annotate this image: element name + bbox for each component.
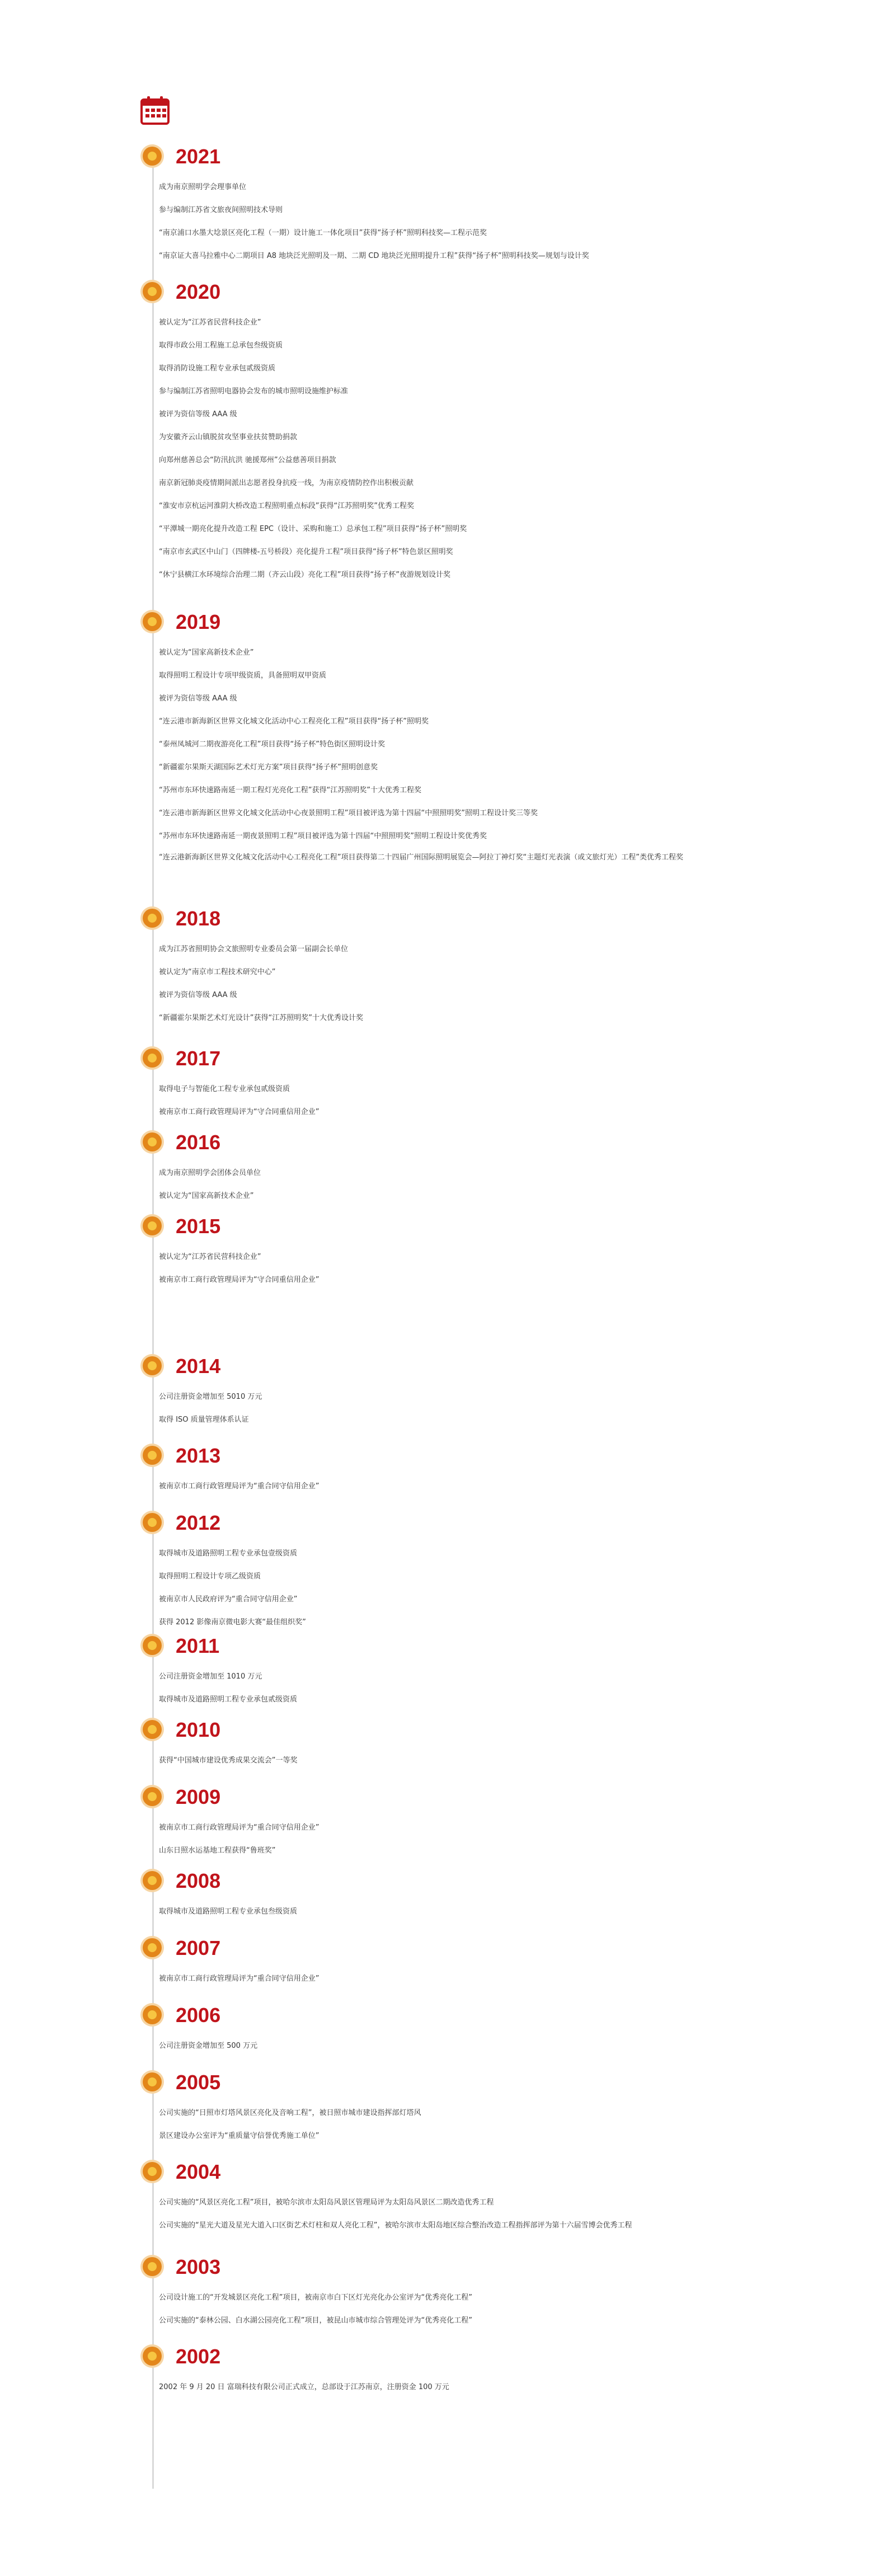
timeline-dot-icon xyxy=(143,612,162,631)
timeline-dot-icon xyxy=(143,1636,162,1655)
milestone-item: 被认定为“南京市工程技术研究中心” xyxy=(159,968,276,976)
milestone-list xyxy=(159,2034,257,2057)
year-heading: 2018 xyxy=(176,907,221,930)
timeline-dot-icon xyxy=(143,1871,162,1890)
year-heading: 2002 xyxy=(176,2345,221,2368)
milestone-list xyxy=(159,1816,319,1862)
timeline-dot-icon xyxy=(143,1446,162,1465)
milestone-item: 获得 2012 影像南京微电影大赛“最佳组织奖” xyxy=(159,1618,306,1627)
milestone-item: 成为南京照明学会理事单位 xyxy=(159,183,247,191)
year-heading: 2020 xyxy=(176,280,221,303)
milestone-item: 成为江苏省照明协会文旅照明专业委员会第一届副会长单位 xyxy=(159,945,349,953)
year-heading: 2008 xyxy=(176,1869,221,1892)
timeline-line xyxy=(152,144,154,2489)
milestone-item: 2002 年 9 月 20 日 富瑞科技有限公司正式成立，总部设于江苏南京，注册资金 100 万元 xyxy=(159,2383,449,2391)
year-heading: 2006 xyxy=(176,2004,221,2027)
timeline-dot-icon xyxy=(143,2347,162,2366)
year-heading: 2011 xyxy=(176,1634,220,1657)
milestone-item: “苏州市东环快速路南延一期工程灯光亮化工程”获得“江苏照明奖”十大优秀工程奖 xyxy=(159,786,421,795)
year-heading: 2014 xyxy=(176,1355,221,1378)
milestone-item: 参与编制江苏省文旅夜间照明技术导则 xyxy=(159,206,283,214)
milestone-item: 取得市政公用工程施工总承包叁级资质 xyxy=(159,341,283,350)
milestone-item: 取得电子与智能化工程专业承包贰级资质 xyxy=(159,1085,290,1093)
milestone-list xyxy=(159,1162,261,1207)
milestone-item: 取得城市及道路照明工程专业承包贰级资质 xyxy=(159,1695,298,1704)
milestone-item: 取得照明工程设计专项乙级资质 xyxy=(159,1572,261,1581)
milestone-item: 被南京市工商行政管理局评为“守合同重信用企业” xyxy=(159,1108,320,1116)
milestone-list xyxy=(159,641,769,868)
milestone-item: “南京市玄武区中山门（四牌楼-五号桥段）亮化提升工程”项目获得“扬子杯”特色景区照明奖 xyxy=(159,548,453,556)
milestone-item: 被评为资信等级 AAA 级 xyxy=(159,991,237,999)
milestone-item: 公司实施的“风景区亮化工程”项目，被哈尔滨市太阳岛风景区管理局评为太阳岛风景区二期改造优秀工程 xyxy=(159,2198,494,2207)
milestone-item: 山东日照水运基地工程获得“鲁班奖” xyxy=(159,1846,276,1855)
milestone-list xyxy=(159,1245,319,1291)
milestone-item: 被认定为“江苏省民营科技企业” xyxy=(159,1253,261,1261)
milestone-item: 取得消防设施工程专业承包贰级资质 xyxy=(159,364,276,373)
timeline-dot-icon xyxy=(143,1049,162,1068)
milestone-item: “新疆霍尔果斯艺术灯光设计”获得“江苏照明奖”十大优秀设计奖 xyxy=(159,1014,363,1022)
milestone-list xyxy=(159,1665,297,1711)
year-heading: 2021 xyxy=(176,145,221,168)
milestone-item: 取得城市及道路照明工程专业承包叁级资质 xyxy=(159,1907,298,1916)
milestone-item: 被南京市工商行政管理局评为“重合同守信用企业” xyxy=(159,1482,320,1491)
milestone-item: 向郑州慈善总会“防汛抗洪 驰援郑州”公益慈善项目捐款 xyxy=(159,456,336,464)
milestone-list xyxy=(159,2191,632,2237)
milestone-item: 为安徽齐云山镇脱贫攻坚事业扶贫赞助捐款 xyxy=(159,433,298,441)
milestone-item: 被认定为“江苏省民营科技企业” xyxy=(159,318,261,327)
milestone-item: 公司注册资金增加至 5010 万元 xyxy=(159,1393,262,1401)
milestone-item: 被评为资信等级 AAA 级 xyxy=(159,694,237,703)
year-heading: 2003 xyxy=(176,2255,221,2278)
milestone-item: 取得 ISO 质量管理体系认证 xyxy=(159,1416,249,1424)
milestone-item: 公司实施的“日照市灯塔风景区亮化及音响工程”，被日照市城市建设指挥部灯塔风 xyxy=(159,2109,421,2117)
timeline-dot-icon xyxy=(143,1356,162,1375)
milestone-item: 获得“中国城市建设优秀成果交流会”一等奖 xyxy=(159,1756,298,1765)
milestone-item: 取得照明工程设计专项甲级资质，具备照明双甲资质 xyxy=(159,671,327,680)
milestone-item: 被认定为“国家高新技术企业” xyxy=(159,648,254,657)
milestone-list xyxy=(159,311,467,586)
milestone-item: “休宁县横江水环境综合治理二期（齐云山段）亮化工程”项目获得“扬子杯”夜游规划设计奖 xyxy=(159,571,450,579)
year-heading: 2015 xyxy=(176,1215,221,1238)
milestone-item: 被评为资信等级 AAA 级 xyxy=(159,410,237,419)
milestone-item: 参与编制江苏省照明电器协会发布的城市照明设施维护标准 xyxy=(159,387,349,396)
timeline-dot-icon xyxy=(143,147,162,166)
timeline-dot-icon xyxy=(143,1132,162,1151)
year-heading: 2016 xyxy=(176,1131,221,1154)
year-heading: 2004 xyxy=(176,2160,221,2183)
year-heading: 2013 xyxy=(176,1444,221,1467)
milestone-item: 被南京市人民政府评为“重合同守信用企业” xyxy=(159,1595,298,1604)
milestone-item: 被南京市工商行政管理局评为“守合同重信用企业” xyxy=(159,1276,320,1284)
milestone-item: 成为南京照明学会团体会员单位 xyxy=(159,1169,261,1177)
milestone-item: 景区建设办公室评为“重质量守信誉优秀施工单位” xyxy=(159,2132,320,2140)
milestone-item: “连云港市新海新区世界文化城文化活动中心工程亮化工程”项目获得“扬子杯”照明奖 xyxy=(159,717,429,726)
milestone-item: 南京新冠肺炎疫情期间派出志愿者投身抗疫一线，为南京疫情防控作出积极贡献 xyxy=(159,479,414,487)
timeline-dot-icon xyxy=(143,1513,162,1532)
year-heading: 2009 xyxy=(176,1785,221,1808)
milestone-item: “连云港新海新区世界文化城文化活动中心工程亮化工程”项目获得第二十四届广州国际照明展览会—阿拉丁神灯奖“主题灯光表演（或文旅灯光）工程”类优秀工程奖 xyxy=(159,853,683,862)
timeline-dot-icon xyxy=(143,909,162,928)
milestone-item: 被南京市工商行政管理局评为“重合同守信用企业” xyxy=(159,1975,320,1983)
milestone-item: 取得城市及道路照明工程专业承包壹级资质 xyxy=(159,1549,298,1558)
milestone-list xyxy=(159,1475,319,1498)
milestone-item: “泰州凤城河二期夜游亮化工程”项目获得“扬子杯”特色街区照明设计奖 xyxy=(159,740,385,749)
year-heading: 2007 xyxy=(176,1936,221,1959)
calendar-icon xyxy=(140,95,170,125)
milestone-list xyxy=(159,2376,449,2399)
milestone-item: 公司设计施工的“开发城景区亮化工程”项目，被南京市白下区灯光亮化办公室评为“优秀亮化工程” xyxy=(159,2293,472,2302)
milestone-item: “新疆霍尔果斯天湖国际艺术灯光方案”项目获得“扬子杯”照明创意奖 xyxy=(159,763,378,772)
timeline-dot-icon xyxy=(143,2162,162,2181)
year-heading: 2010 xyxy=(176,1718,221,1741)
timeline-dot-icon xyxy=(143,1216,162,1235)
milestone-list xyxy=(159,1078,319,1124)
timeline-dot-icon xyxy=(143,1938,162,1957)
milestone-list xyxy=(159,2286,472,2332)
milestone-item: “苏州市东环快速路南延一期夜景照明工程”项目被评选为第十四届“中照照明奖”照明工程设计奖优秀奖 xyxy=(159,832,487,840)
timeline-dot-icon xyxy=(143,2257,162,2276)
year-heading: 2012 xyxy=(176,1511,221,1534)
milestone-item: 公司实施的“泰林公园、白水湖公园亮化工程”项目，被昆山市城市综合管理处评为“优秀亮化工程” xyxy=(159,2316,472,2325)
milestone-item: 公司注册资金增加至 500 万元 xyxy=(159,2042,258,2050)
timeline-dot-icon xyxy=(143,2072,162,2091)
milestone-item: 公司实施的“星光大道及星光大道入口区街艺术灯柱和双人亮化工程”，被哈尔滨市太阳岛地区综合整治改造工程指挥部评为第十六届雪博会优秀工程 xyxy=(159,2221,632,2230)
timeline-dot-icon xyxy=(143,1720,162,1739)
milestone-item: 被南京市工商行政管理局评为“重合同守信用企业” xyxy=(159,1823,320,1832)
milestone-item: 公司注册资金增加至 1010 万元 xyxy=(159,1672,262,1681)
milestone-item: “淮安市京杭运河淮阴大桥改造工程照明重点标段”获得“江苏照明奖”优秀工程奖 xyxy=(159,502,414,510)
year-heading: 2017 xyxy=(176,1047,221,1070)
milestone-item: “南京浦口水墨大埝景区亮化工程（一期）设计施工一体化项目”获得“扬子杯”照明科技奖—工程示范奖 xyxy=(159,229,487,237)
timeline-dot-icon xyxy=(143,2005,162,2024)
year-heading: 2005 xyxy=(176,2071,221,2094)
timeline-dot-icon xyxy=(143,282,162,301)
milestone-list xyxy=(159,938,363,1030)
milestone-item: “连云港市新海新区世界文化城文化活动中心夜景照明工程”项目被评选为第十四届“中照照明奖”照明工程设计奖三等奖 xyxy=(159,809,538,817)
milestone-item: 被认定为“国家高新技术企业” xyxy=(159,1192,254,1200)
milestone-list xyxy=(159,1749,297,1772)
milestone-list xyxy=(159,1967,319,1990)
milestone-list xyxy=(159,1900,297,1923)
milestone-list xyxy=(159,1542,306,1634)
milestone-list xyxy=(159,176,589,267)
milestone-item: “南京证大喜马拉雅中心二期项目 A8 地块泛光照明及一期、二期 CD 地块泛光照明提升工程”获得“扬子杯”照明科技奖—规划与设计奖 xyxy=(159,252,589,260)
milestone-list xyxy=(159,1385,262,1431)
timeline-dot-icon xyxy=(143,1787,162,1806)
milestone-item: “平潭城一期亮化提升改造工程 EPC（设计、采购和施工）总承包工程”项目获得“扬子杯”照明奖 xyxy=(159,525,467,533)
milestone-list xyxy=(159,2102,421,2147)
year-heading: 2019 xyxy=(176,610,221,633)
